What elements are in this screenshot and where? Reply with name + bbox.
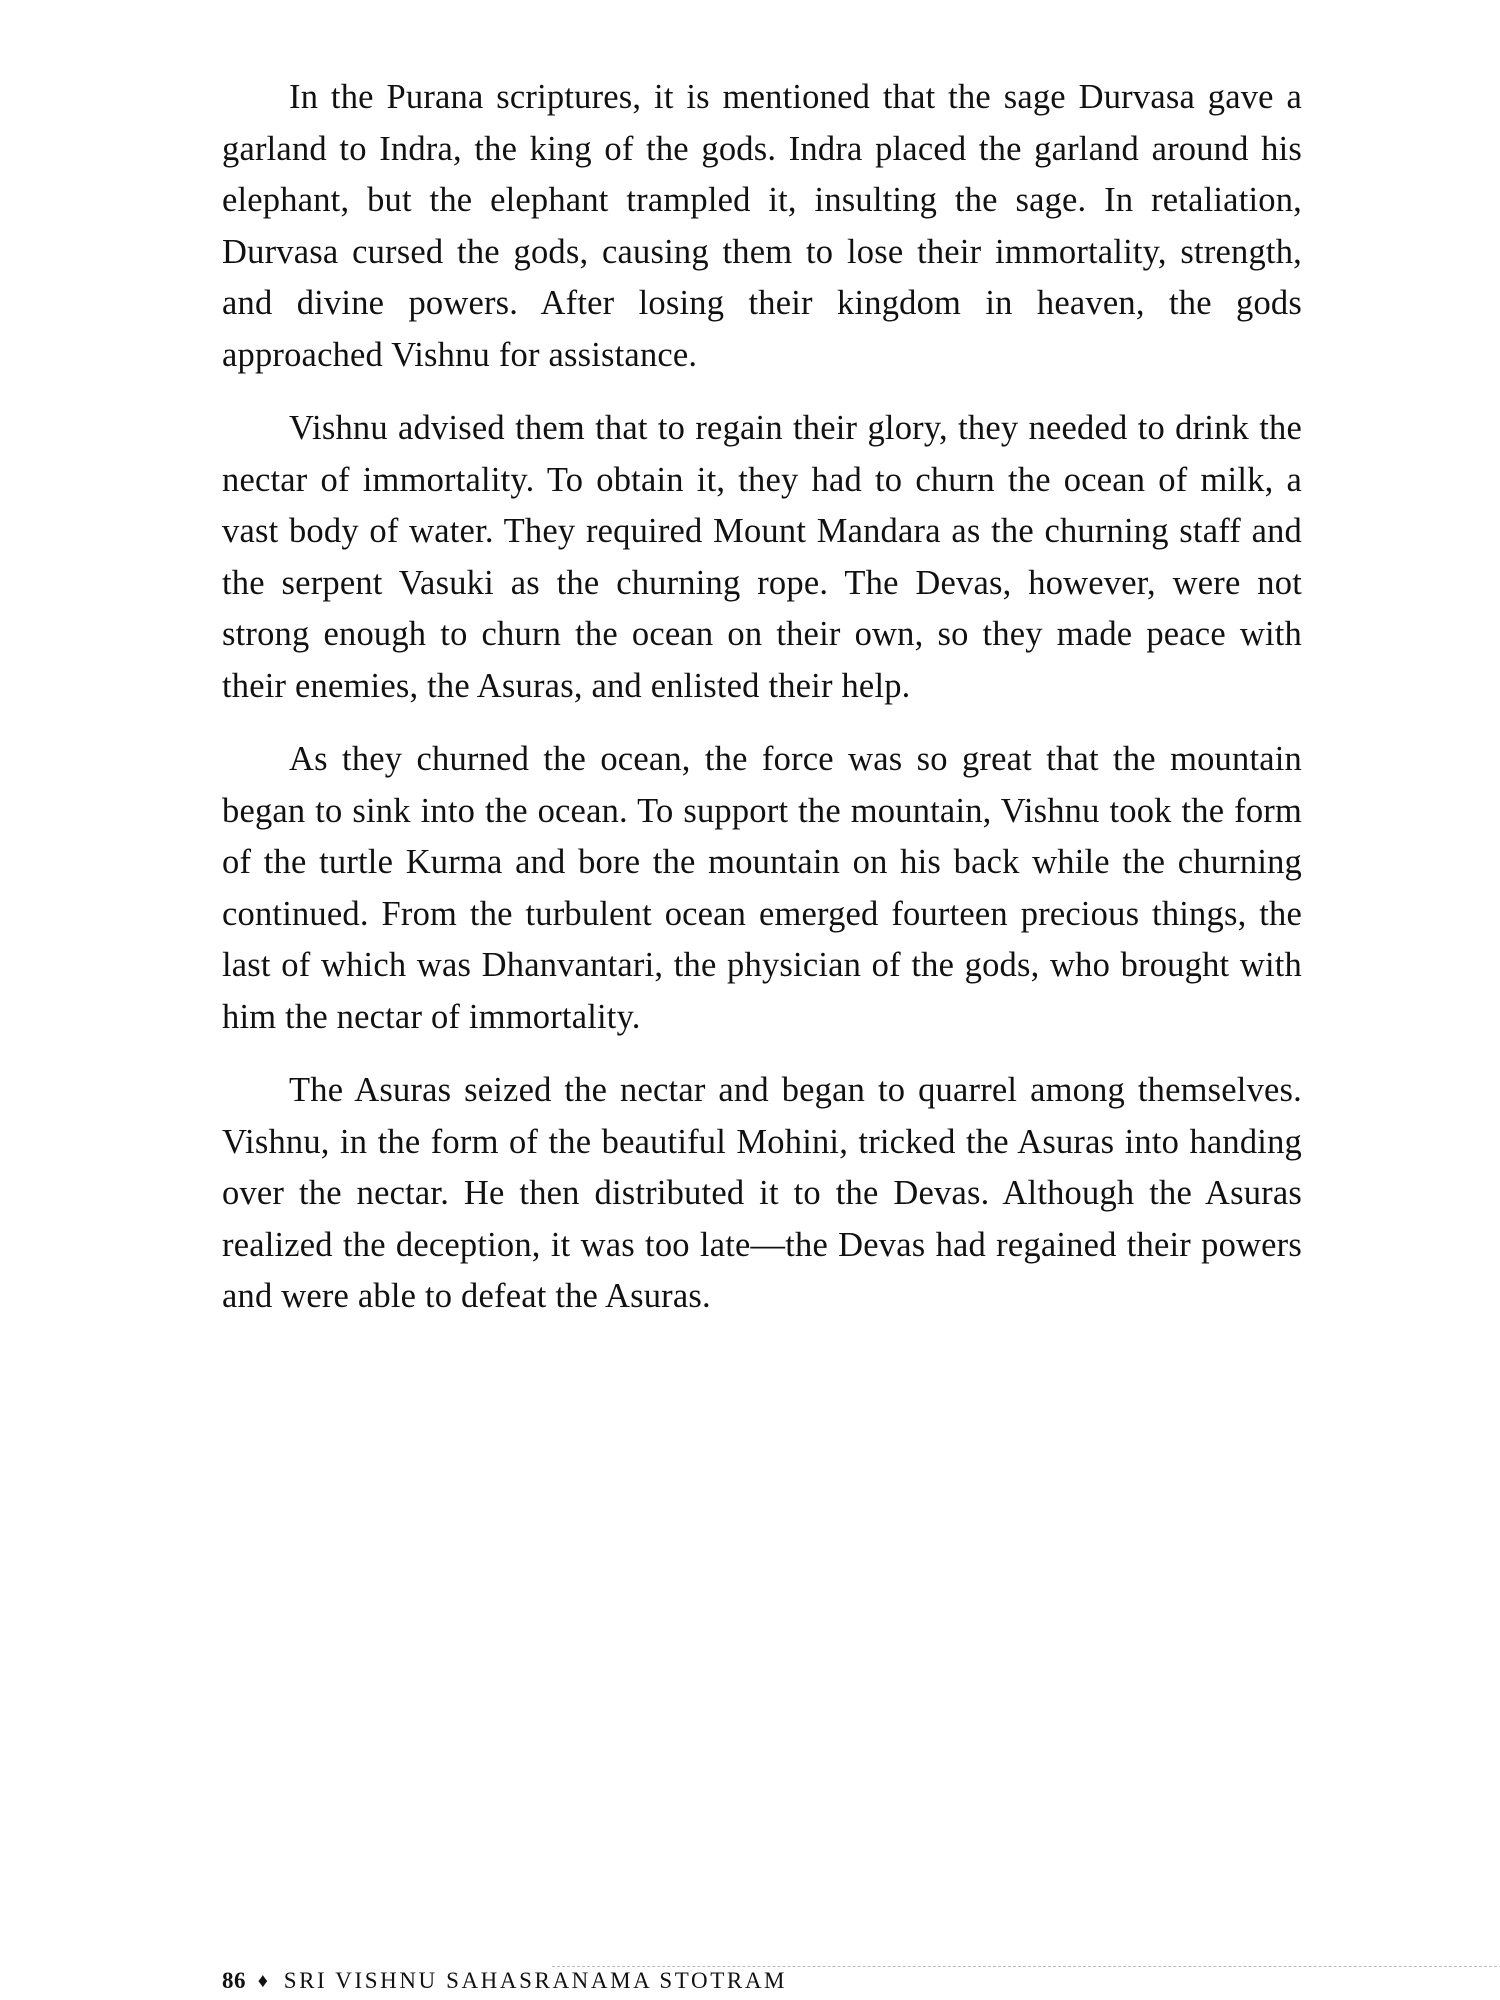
body-text (222, 72, 1302, 1345)
diamond-icon: ♦ (257, 1970, 268, 1992)
paragraph-durvasa-curse: In the Purana scriptures, it is mentioned that the sage Durvasa gave a garland to Indra, the king of the gods. Indra placed the garland around his elephant, but the elephant trampled it, insulting the sage. In retaliation, Durvasa cursed the gods, causing them to lose their immortality, strength, and divine powers. After losing their kingdom in heaven, the gods approached Vishnu for assistance. (222, 78, 1302, 374)
paragraph-vishnu-advice: Vishnu advised them that to regain their glory, they needed to drink the nectar of immortality. To obtain it, they had to churn the ocean of milk, a vast body of water. They required Mount Mandara as the churning staff and the serpent Vasuki as the churning rope. The Devas, however, were not strong enough to churn the ocean on their own, so they made peace with their enemies, the Asuras, and enlisted their help. (222, 409, 1302, 705)
footer-line (222, 1966, 787, 1996)
page-number: 86 (222, 1968, 246, 1993)
page-footer (222, 1966, 1302, 1996)
paragraph-mohini: The Asuras seized the nectar and began to quarrel among themselves. Vishnu, in the form of the beautiful Mohini, tricked the Asuras into handing over the nectar. He then distributed it to the Devas. Although the Asuras realized the deception, it was too late—the Devas had regained their powers and were able to defeat the Asuras. (222, 1071, 1302, 1315)
paragraph-churning-ocean: As they churned the ocean, the force was so great that the mountain began to sink into the ocean. To support the mountain, Vishnu took the form of the turtle Kurma and bore the mountain on his back while the churning continued. From the turbulent ocean emerged fourteen precious things, the last of which was Dhanvantari, the physician of the gods, who brought with him the nectar of immortality. (222, 740, 1302, 1036)
running-title: SRI VISHNU SAHASRANAMA STOTRAM (283, 1968, 788, 1993)
